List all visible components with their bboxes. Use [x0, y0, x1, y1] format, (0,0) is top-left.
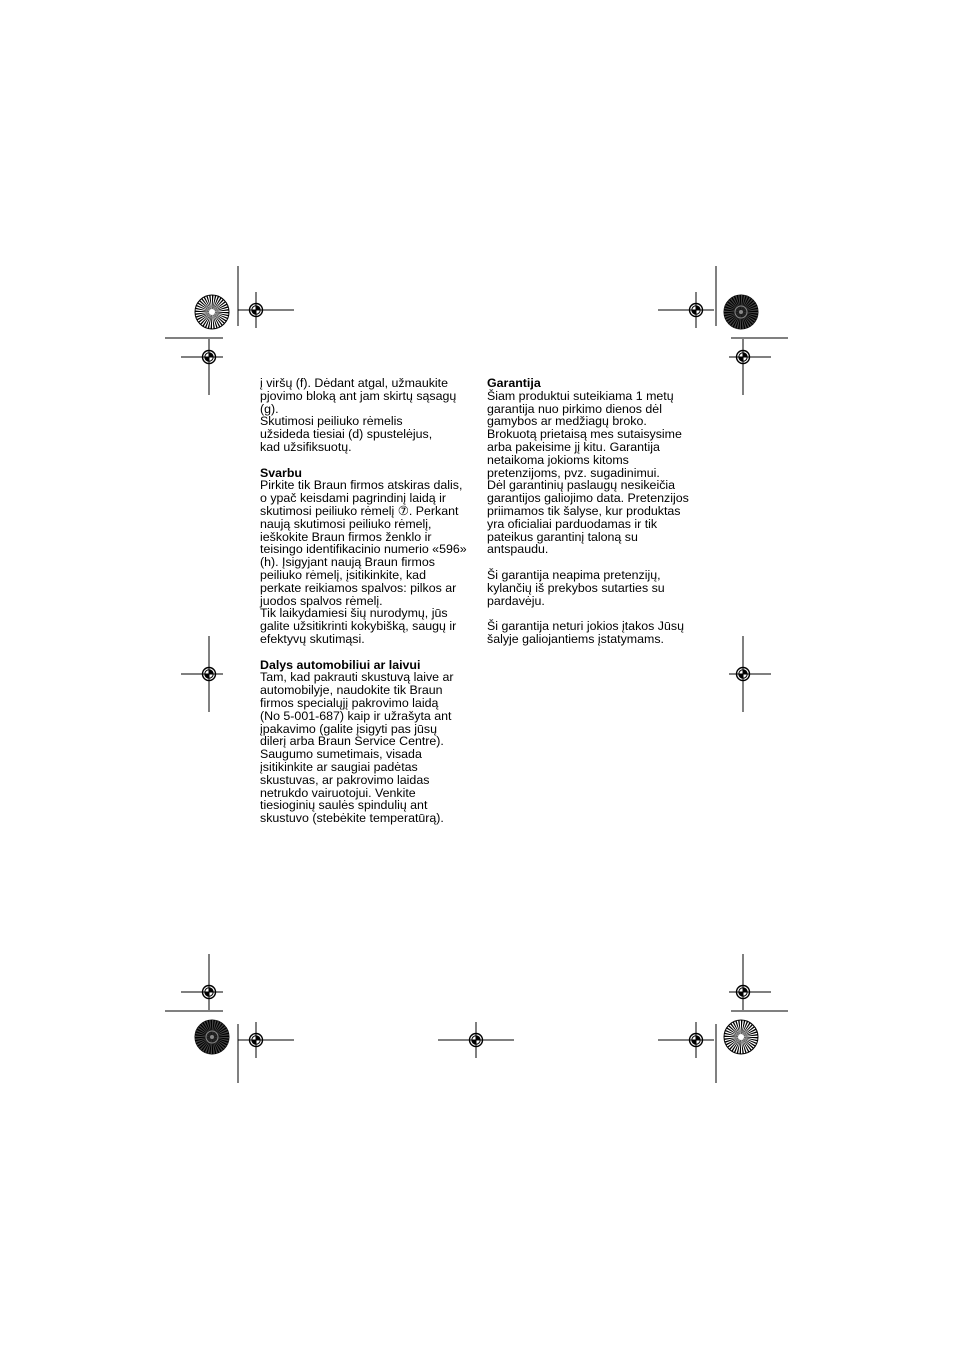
- left-column: [260, 377, 472, 825]
- text-line: kylančių iš prekybos sutarties su: [487, 580, 665, 595]
- text-line: (h). Įsigyjant naują Braun firmos: [260, 555, 435, 570]
- text-line: netaikoma jokioms kitoms: [487, 452, 629, 467]
- text-line: automobilyje, naudokite tik Braun: [260, 683, 443, 698]
- text-line: kad užsifiksuotų.: [260, 439, 352, 454]
- registration-target-icon: [729, 339, 771, 395]
- svarbu-heading: Svarbu: [260, 465, 303, 480]
- text-line: dilerį arba Braun Service Centre).: [260, 734, 444, 749]
- registration-target-icon: [181, 636, 223, 712]
- registration-target-icon: [181, 339, 223, 395]
- text-line: o ypač keisdami pagrindinį laidą ir: [260, 491, 446, 506]
- text-line: pateikus garantinį taloną su: [487, 529, 638, 544]
- text-line: yra oficialiai parduodamas ir tik: [487, 516, 658, 531]
- text-line: perkate reikiamos spalvos: pilkos ar: [260, 580, 457, 595]
- garantija-heading: Garantija: [487, 376, 541, 390]
- text-line: Tam, kad pakrauti skustuvą laive ar: [260, 670, 454, 685]
- text-line: skustuvo (stebėkite temperatūrą).: [260, 811, 444, 826]
- text-line: Ši garantija neapima pretenzijų,: [487, 567, 661, 582]
- starburst-color-bar-icon: [195, 1020, 229, 1054]
- text-line: efektyvų skutimąsi.: [260, 631, 365, 646]
- text-line: antspaudu.: [487, 542, 549, 557]
- text-line: tiesioginių saulės spindulių ant: [260, 798, 428, 813]
- registration-target-icon: [729, 954, 771, 1010]
- text-line: ieškokite Braun firmos ženklo ir: [260, 529, 432, 544]
- text-line: galite užsitikrinti kokybišką, saugų ir: [260, 619, 457, 634]
- text-line: (No 5-001-687) kaip ir užrašyta ant: [260, 708, 452, 723]
- text-line: teisingo identifikacinio numerio «596»: [260, 542, 467, 557]
- text-line: Brokuotą prietaisą mes sutaisysime: [487, 427, 682, 442]
- text-line: Dėl garantinių paslaugų nesikeičia: [487, 478, 676, 493]
- text-line: juodos spalvos rėmelį.: [260, 593, 383, 608]
- registration-target-icon: [238, 292, 294, 328]
- text-line: skustuvas, ar pakrovimo laidas: [260, 772, 430, 787]
- starburst-color-bar-icon: [724, 295, 758, 329]
- text-line: įpakavimo (galite įsigyti pas jūsų: [260, 721, 437, 736]
- starburst-color-bar-icon: [195, 295, 229, 329]
- text-line: pretenzijoms, pvz. sugadinimui.: [487, 465, 660, 480]
- exclusion-paragraph: [487, 569, 699, 607]
- text-line: (g).: [260, 401, 279, 416]
- text-line: pardavėju.: [487, 593, 545, 608]
- text-line: netrukdo vairuotojui. Venkite: [260, 785, 416, 800]
- text-line: gamybos ar medžiagų broko.: [487, 414, 647, 429]
- text-line: peiliuko rėmelį, įsitikinkite, kad: [260, 567, 426, 582]
- starburst-color-bar-icon: [724, 1020, 758, 1054]
- garantija-paragraph: [487, 390, 699, 556]
- text-line: į viršų (f). Dėdant atgal, užmaukite: [260, 376, 449, 390]
- svarbu-paragraph: [260, 479, 472, 645]
- registration-target-icon: [658, 292, 714, 328]
- text-line: pjovimo bloką ant jam skirtų sąsagų: [260, 388, 457, 403]
- registration-target-icon: [438, 1022, 514, 1058]
- text-line: Saugumo sumetimais, visada: [260, 747, 422, 762]
- registration-target-icon: [658, 1022, 714, 1058]
- dalys-paragraph: [260, 671, 472, 825]
- statutory-rights-paragraph: [487, 620, 699, 646]
- text-line: užsideda tiesiai (d) spustelėjus,: [260, 427, 433, 442]
- text-line: skutimosi peiliuko rėmelį ⑦. Perkant: [260, 503, 459, 518]
- text-line: šalyje galiojantiems įstatymams.: [487, 631, 664, 646]
- registration-target-icon: [238, 1022, 294, 1058]
- text-line: Skutimosi peiliuko rėmelis: [260, 414, 403, 429]
- dalys-heading: Dalys automobiliui ar laivui: [260, 657, 421, 672]
- text-line: Ši garantija neturi jokios įtakos Jūsų: [487, 619, 684, 634]
- intro-paragraph: [260, 377, 472, 454]
- text-line: firmos specialųjį pakrovimo laidą: [260, 695, 439, 710]
- text-line: įsitikinkite ar saugiai padėtas: [260, 759, 418, 774]
- registration-target-icon: [729, 636, 771, 712]
- text-line: Šiam produktui suteikiama 1 metų: [487, 388, 674, 403]
- text-line: garantijos galiojimo data. Pretenzijos: [487, 491, 689, 506]
- text-line: naują skutimosi peiliuko rėmelį,: [260, 516, 432, 531]
- text-line: arba pakeisime jį kitu. Garantija: [487, 439, 660, 454]
- text-line: priimamos tik šalyse, kur produktas: [487, 503, 681, 518]
- registration-target-icon: [181, 954, 223, 1010]
- text-line: Tik laikydamiesi šių nurodymų, jūs: [260, 606, 448, 621]
- right-column: [487, 377, 699, 646]
- text-line: Pirkite tik Braun firmos atskiras dalis,: [260, 478, 463, 493]
- text-line: garantija nuo pirkimo dienos dėl: [487, 401, 662, 416]
